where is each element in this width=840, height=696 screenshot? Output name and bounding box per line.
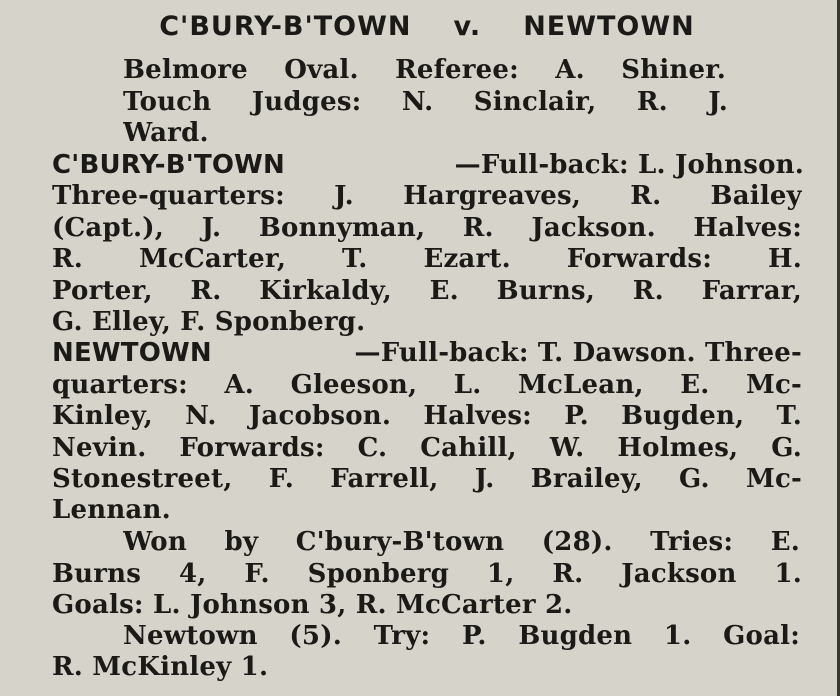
officials-line-3: Ward. <box>123 118 209 148</box>
team2-line-2: quarters: A. Gleeson, L. McLean, E. Mc- <box>52 370 802 400</box>
team1-line-5: Porter, R. Kirkaldy, E. Burns, R. Farrar, <box>52 276 802 306</box>
team1-line-1 <box>52 150 804 181</box>
home-team-heading: C'BURY-B'TOWN <box>159 11 412 42</box>
team1-name: C'BURY-B'TOWN <box>52 150 286 180</box>
team2-line-1 <box>52 338 802 369</box>
result-line-4: Newtown (5). Try: P. Bugden 1. Goal: <box>123 621 800 651</box>
team1-line-3: (Capt.), J. Bonnyman, R. Jackson. Halves: <box>52 213 802 243</box>
team1-fullback: —Full-back: L. Johnson. <box>454 150 804 180</box>
team2-line-5: Stonestreet, F. Farrell, J. Brailey, G. Mc- <box>52 464 802 494</box>
team2-fullback: —Full-back: T. Dawson. Three- <box>354 338 802 368</box>
team2-line-6: Lennan. <box>52 495 171 525</box>
versus-label: v. <box>453 11 482 42</box>
team2-line-3: Kinley, N. Jacobson. Halves: P. Bugden, T. <box>52 401 802 431</box>
match-heading <box>52 10 802 44</box>
team2-name: NEWTOWN <box>52 338 212 368</box>
team1-line-6: G. Elley, F. Sponberg. <box>52 307 366 337</box>
officials-line-2: Touch Judges: N. Sinclair, R. J. <box>123 87 728 117</box>
team2-line-4: Nevin. Forwards: C. Cahill, W. Holmes, G. <box>52 433 802 463</box>
result-line-1: Won by C'bury-B'town (28). Tries: E. <box>123 527 800 557</box>
officials-line-1: Belmore Oval. Referee: A. Shiner. <box>123 55 726 85</box>
away-team-heading: NEWTOWN <box>523 11 695 42</box>
team1-line-2: Three-quarters: J. Hargreaves, R. Bailey <box>52 181 802 211</box>
result-line-2: Burns 4, F. Sponberg 1, R. Jackson 1. <box>52 559 802 589</box>
result-line-3: Goals: L. Johnson 3, R. McCarter 2. <box>52 590 573 620</box>
result-line-5: R. McKinley 1. <box>52 652 269 682</box>
team1-line-4: R. McCarter, T. Ezart. Forwards: H. <box>52 244 802 274</box>
